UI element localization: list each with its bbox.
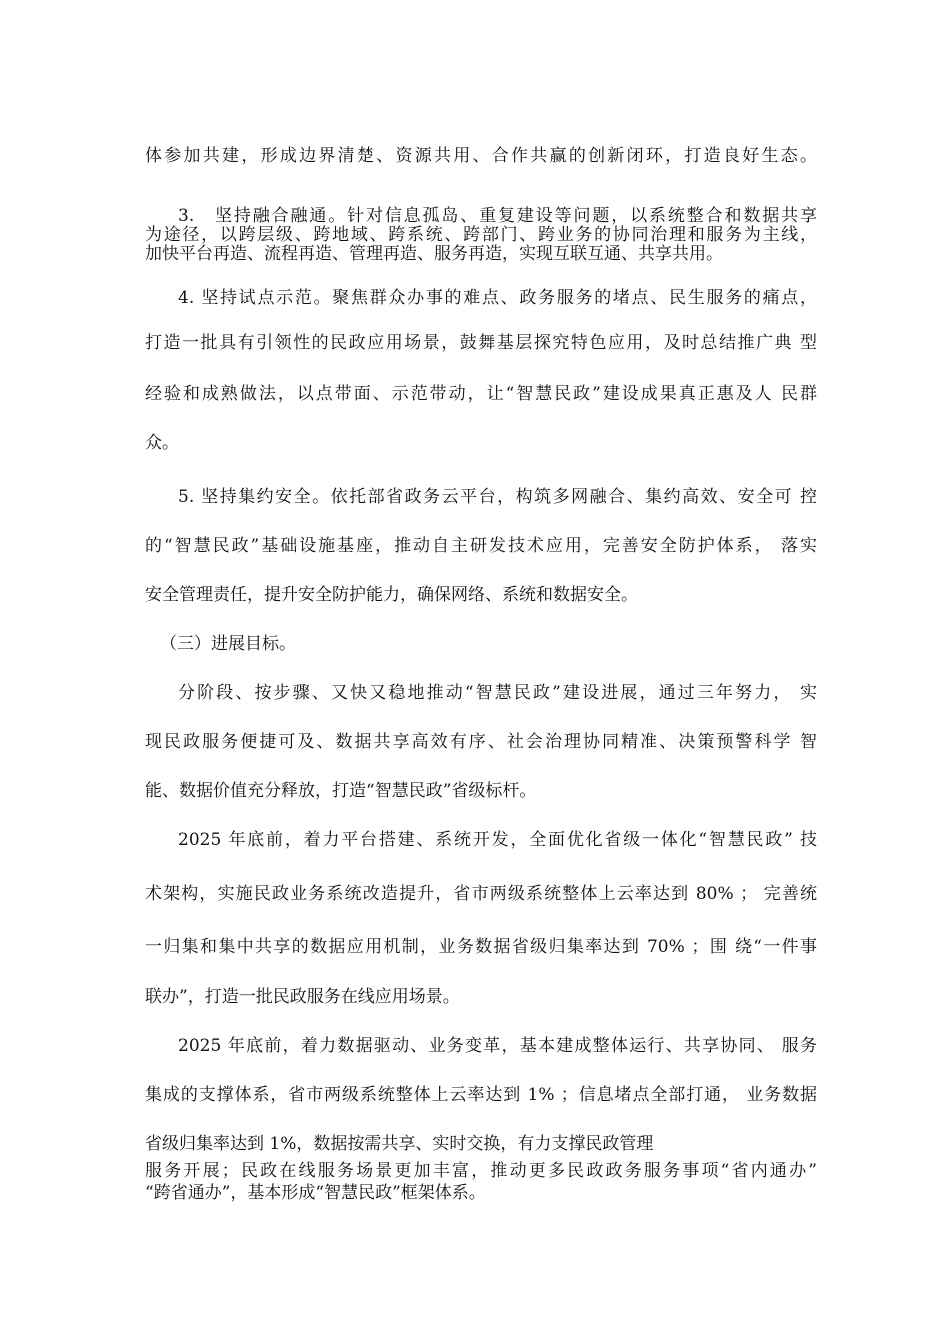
paragraph-line: 省级归集率达到 1%，数据按需共享、实时交换，有力支撑民政管理 bbox=[145, 1134, 654, 1154]
paragraph-line: 经验和成熟做法，以点带面、示范带动，让“智慧民政”建设成果真正惠及人 民群 bbox=[145, 384, 817, 404]
paragraph-line: 现民政服务便捷可及、数据共享高效有序、社会治理协同精准、决策预警科学 智 bbox=[145, 732, 817, 752]
section-heading: （三）进展目标。 bbox=[160, 634, 296, 654]
paragraph-line: “跨省通办”，基本形成“智慧民政”框架体系。 bbox=[145, 1183, 486, 1203]
paragraph-line: 联办”，打造一批民政服务在线应用场景。 bbox=[145, 987, 460, 1007]
paragraph-line: 加快平台再造、流程再造、管理再造、服务再造，实现互联互通、共享共用。 bbox=[145, 244, 723, 264]
paragraph-line: 体参加共建，形成边界清楚、资源共用、合作共赢的创新闭环，打造良好生态。 bbox=[145, 146, 817, 166]
paragraph-line: 集成的支撑体系，省市两级系统整体上云率达到 1% ；信息堵点全部打通， 业务数据 bbox=[145, 1085, 817, 1105]
paragraph-line: 为途径，以跨层级、跨地域、跨系统、跨部门、跨业务的协同治理和服务为主线， bbox=[145, 225, 817, 245]
paragraph-line: 分阶段、按步骤、又快又稳地推动“智慧民政”建设进展，通过三年努力， 实 bbox=[178, 683, 817, 703]
paragraph-line: 的“智慧民政”基础设施基座，推动自主研发技术应用，完善安全防护体系， 落实 bbox=[145, 536, 817, 556]
paragraph-line: 众。 bbox=[145, 433, 179, 453]
paragraph-line: 2025 年底前，着力平台搭建、系统开发，全面优化省级一体化“智慧民政” 技 bbox=[178, 830, 817, 850]
paragraph-line: 3. 坚持融合融通。针对信息孤岛、重复建设等问题，以系统整合和数据共享 bbox=[178, 206, 817, 226]
paragraph-line: 能、数据价值充分释放，打造“智慧民政”省级标杆。 bbox=[145, 781, 537, 801]
paragraph-line: 打造一批具有引领性的民政应用场景，鼓舞基层探究特色应用，及时总结推广典 型 bbox=[145, 333, 817, 353]
paragraph-line: 5. 坚持集约安全。依托部省政务云平台，构筑多网融合、集约高效、安全可 控 bbox=[178, 487, 817, 507]
paragraph-line: 一归集和集中共享的数据应用机制，业务数据省级归集率达到 70% ；围 绕“一件事 bbox=[145, 937, 817, 957]
paragraph-line: 服务开展；民政在线服务场景更加丰富，推动更多民政政务服务事项“省内通办” bbox=[145, 1161, 817, 1181]
paragraph-line: 安全管理责任，提升安全防护能力，确保网络、系统和数据安全。 bbox=[145, 585, 638, 605]
paragraph-line: 2025 年底前，着力数据驱动、业务变革，基本建成整体运行、共享协同、 服务 bbox=[178, 1036, 817, 1056]
paragraph-line: 术架构，实施民政业务系统改造提升，省市两级系统整体上云率达到 80% ； 完善统 bbox=[145, 884, 817, 904]
paragraph-line: 4. 坚持试点示范。聚焦群众办事的难点、政务服务的堵点、民生服务的痛点， bbox=[178, 288, 817, 308]
